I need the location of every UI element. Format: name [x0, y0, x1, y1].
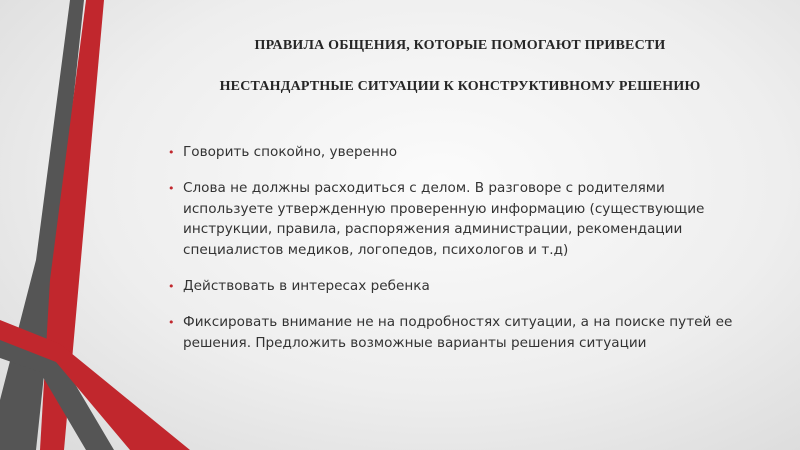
bullet-text: Действовать в интересах ребенка [183, 278, 430, 294]
bullet-icon: • [168, 146, 175, 159]
bullet-icon: • [168, 182, 175, 195]
bullet-item [168, 312, 733, 353]
bullet-text: Слова не должны расходиться с делом. В разговоре с родителями используете утвержденную проверенную информацию (существующие инструкции, правила, распоряжения администрации, рекомендации специалистов медиков, логопедов, психологов и т.д) [183, 180, 705, 258]
bullet-text: Фиксировать внимание не на подробностях ситуации, а на поиске путей ее решения. Предложить возможные варианты решения ситуации [183, 314, 733, 351]
slide-title-line-1: ПРАВИЛА ОБЩЕНИЯ, КОТОРЫЕ ПОМОГАЮТ ПРИВЕСТИ [254, 38, 666, 53]
bullet-icon: • [168, 280, 175, 293]
bullet-item [168, 178, 733, 260]
bullet-text: Говорить спокойно, уверенно [183, 144, 398, 160]
bullet-item [168, 142, 733, 163]
bullet-item [168, 276, 733, 297]
bullet-icon: • [168, 316, 175, 329]
slide-title-line-2: НЕСТАНДАРТНЫЕ СИТУАЦИИ К КОНСТРУКТИВНОМУ РЕШЕНИЮ [219, 79, 701, 94]
